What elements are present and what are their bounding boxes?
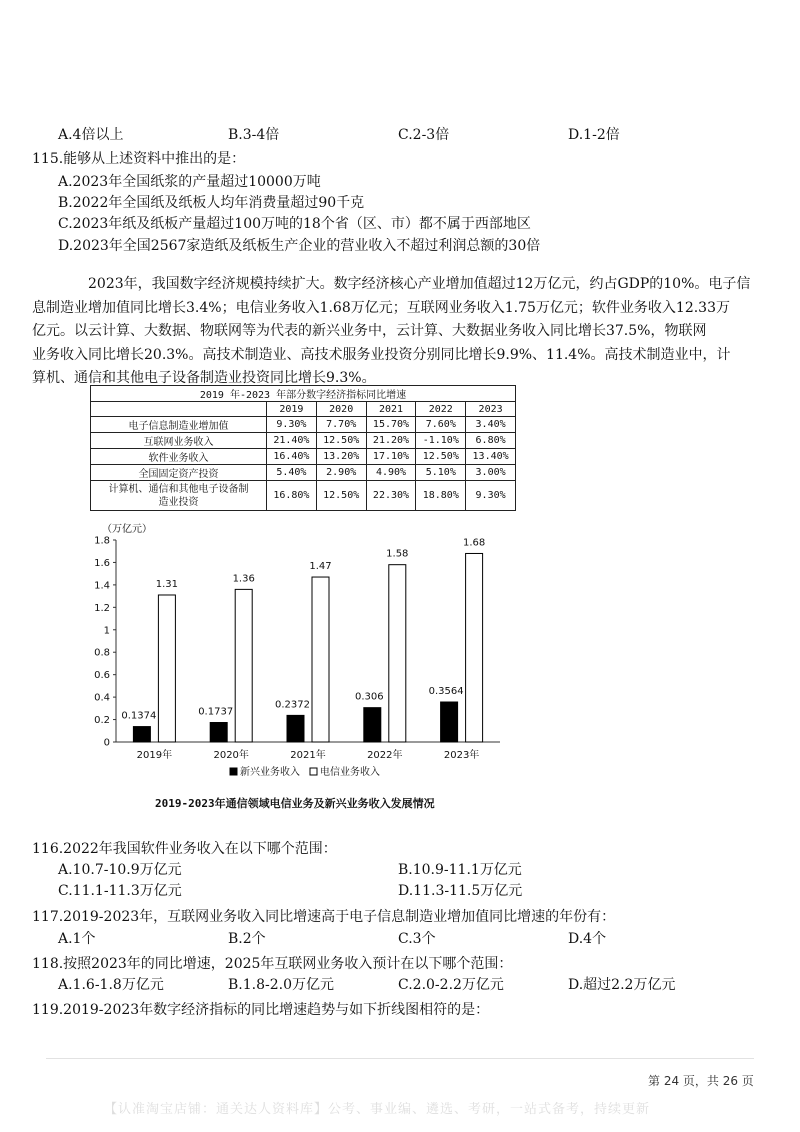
data-label-telecom: 1.36	[232, 573, 255, 585]
paragraph-line: 息制造业增加值同比增长3.4%；电信业务收入1.68万亿元；互联网业务收入1.75万亿元；软件业务收入12.33万	[32, 299, 730, 316]
growth-table	[90, 385, 516, 511]
q115-option-b[interactable]: B.2022年全国纸及纸板人均年消费量超过90千克	[58, 195, 365, 211]
bar-emerging	[133, 727, 150, 742]
bar-telecom	[312, 577, 329, 742]
table-row	[91, 465, 516, 481]
q114-option-c[interactable]: C.2-3倍	[398, 127, 450, 143]
q116-option-d[interactable]: D.11.3-11.5万亿元	[398, 883, 523, 899]
table-year-header: 2021	[366, 402, 416, 417]
row-label-line1: 计算机、通信和其他电子设备制	[108, 483, 249, 495]
q118-option-d[interactable]: D.超过2.2万亿元	[568, 977, 676, 993]
x-tick-label: 2021年	[290, 750, 326, 761]
table-cell: 16.80%	[267, 481, 317, 511]
legend-swatch-telecom	[310, 768, 317, 775]
table-cell: 7.70%	[316, 417, 366, 433]
q115-option-d[interactable]: D.2023年全国2567家造纸及纸板生产企业的营业收入不超过利润总额的30倍	[58, 238, 541, 254]
table-row	[91, 417, 516, 433]
table-cell: 2.90%	[316, 465, 366, 481]
q114-option-b[interactable]: B.3-4倍	[228, 127, 280, 143]
table-cell: 16.40%	[267, 449, 317, 465]
data-label-emerging: 0.306	[354, 691, 384, 703]
table-year-header: 2020	[316, 402, 366, 417]
table-title: 2019 年-2023 年部分数字经济指标同比增速	[91, 386, 516, 402]
table-year-header: 2022	[416, 402, 466, 417]
q117-option-c[interactable]: C.3个	[398, 931, 436, 947]
row-label: 软件业务收入	[91, 449, 267, 465]
paragraph-line: 业务收入同比增长20.3%。高技术制造业、高技术服务业投资分别同比增长9.9%、11.4%。高技术制造业中，计	[32, 346, 731, 363]
data-label-emerging: 0.1737	[198, 706, 234, 718]
q117-option-a[interactable]: A.1个	[58, 931, 96, 947]
q118-options	[58, 974, 738, 994]
q119-title: 119.2019-2023年数字经济指标的同比增速趋势与如下折线图相符的是：	[32, 1002, 490, 1018]
y-tick-label: 1.6	[94, 557, 110, 569]
table-cell: -1.10%	[416, 433, 466, 449]
y-tick-label: 0.4	[94, 692, 110, 704]
table-year-header: 2023	[466, 402, 516, 417]
q116-option-c[interactable]: C.11.1-11.3万亿元	[58, 883, 182, 899]
table-cell: 12.50%	[316, 433, 366, 449]
revenue-bar-chart	[80, 518, 520, 790]
legend-label-emerging: 新兴业务收入	[240, 767, 300, 778]
bar-telecom	[389, 565, 406, 742]
row-label-line2: 造业投资	[158, 496, 199, 508]
table-cell: 3.00%	[466, 465, 516, 481]
q118-option-a[interactable]: A.1.6-1.8万亿元	[58, 977, 164, 993]
table-cell: 6.80%	[466, 433, 516, 449]
q115-option-a[interactable]: A.2023年全国纸浆的产量超过10000万吨	[58, 174, 321, 190]
q118-title: 118.按照2023年的同比增速，2025年互联网业务收入预计在以下哪个范围：	[32, 956, 513, 972]
table-cell: 7.60%	[416, 417, 466, 433]
q118-option-b[interactable]: B.1.8-2.0万亿元	[228, 977, 334, 993]
table-cell: 4.90%	[366, 465, 416, 481]
chart-caption: 2019-2023年通信领域电信业务及新兴业务收入发展情况	[155, 797, 435, 810]
q117-option-d[interactable]: D.4个	[568, 931, 607, 947]
table-cell: 5.10%	[416, 465, 466, 481]
watermark: 【认准淘宝店铺：通关达人资料库】公考、事业编、遴选、考研，一站式备考，持续更新	[104, 1102, 651, 1117]
row-label	[91, 481, 267, 511]
y-tick-label: 0.2	[94, 715, 110, 727]
table-cell: 18.80%	[416, 481, 466, 511]
paragraph-line: 亿元。以云计算、大数据、物联网等为代表的新兴业务中，云计算、大数据业务收入同比增长37.5%，物联网	[32, 323, 707, 339]
table-year-header: 2019	[267, 402, 317, 417]
row-label: 互联网业务收入	[91, 433, 267, 449]
q118-option-c[interactable]: C.2.0-2.2万亿元	[398, 977, 504, 993]
table-cell: 12.50%	[416, 449, 466, 465]
table-row	[91, 481, 516, 511]
bar-emerging	[441, 702, 458, 742]
table-cell: 15.70%	[366, 417, 416, 433]
material-paragraph	[32, 273, 772, 391]
table-cell: 13.20%	[316, 449, 366, 465]
data-label-emerging: 0.1374	[121, 710, 157, 722]
y-tick-label: 1.4	[94, 580, 110, 592]
data-label-telecom: 1.47	[309, 561, 332, 573]
x-tick-label: 2022年	[367, 750, 403, 761]
q117-options	[58, 928, 738, 948]
q116-option-a[interactable]: A.10.7-10.9万亿元	[58, 862, 182, 878]
q114-options	[58, 124, 738, 144]
table-cell: 13.40%	[466, 449, 516, 465]
page-number: 第 24 页，共 26 页	[648, 1074, 754, 1088]
data-label-telecom: 1.68	[462, 537, 486, 549]
q117-title: 117.2019-2023年，互联网业务收入同比增速高于电子信息制造业增加值同比增速的年份有：	[32, 909, 616, 925]
table-row	[91, 433, 516, 449]
y-tick-label: 1.2	[94, 602, 110, 614]
table-cell: 17.10%	[366, 449, 416, 465]
q116-option-b[interactable]: B.10.9-11.1万亿元	[398, 862, 522, 878]
q114-option-a[interactable]: A.4倍以上	[58, 127, 124, 143]
q114-option-d[interactable]: D.1-2倍	[568, 127, 620, 143]
data-label-emerging: 0.2372	[275, 699, 310, 711]
table-cell: 21.40%	[267, 433, 317, 449]
legend-label-telecom: 电信业务收入	[320, 767, 380, 778]
bar-emerging	[364, 708, 381, 742]
bar-emerging	[210, 723, 227, 742]
table-cell: 22.30%	[366, 481, 416, 511]
table-cell: 3.40%	[466, 417, 516, 433]
q115-title: 115.能够从上述资料中推出的是：	[32, 151, 246, 167]
table-cell: 21.20%	[366, 433, 416, 449]
y-tick-label: 0.6	[94, 670, 110, 682]
x-tick-label: 2019年	[136, 750, 173, 761]
q116-title: 116.2022年我国软件业务收入在以下哪个范围：	[32, 841, 337, 857]
unit-label: （万亿元）	[102, 524, 152, 535]
bar-telecom	[235, 589, 252, 742]
data-label-telecom: 1.58	[386, 548, 409, 560]
row-label: 全国固定资产投资	[91, 465, 267, 481]
data-label-emerging: 0.3564	[428, 686, 464, 698]
paragraph-line: 2023年，我国数字经济规模持续扩大。数字经济核心产业增加值超过12万亿元，约占GDP的10%。电子信	[88, 276, 751, 292]
y-tick-label: 0	[103, 737, 110, 749]
bar-telecom	[158, 595, 175, 742]
table-cell: 9.30%	[466, 481, 516, 511]
y-tick-label: 1.8	[94, 535, 110, 547]
table-corner	[91, 402, 267, 417]
bar-emerging	[287, 715, 304, 742]
x-tick-label: 2020年	[213, 750, 249, 761]
row-label: 电子信息制造业增加值	[91, 417, 267, 433]
q117-option-b[interactable]: B.2个	[228, 931, 266, 947]
x-tick-label: 2023年	[443, 750, 480, 761]
table-cell: 5.40%	[267, 465, 317, 481]
y-tick-label: 1	[103, 625, 110, 637]
q115-option-c[interactable]: C.2023年纸及纸板产量超过100万吨的18个省（区、市）都不属于西部地区	[58, 216, 531, 232]
data-label-telecom: 1.31	[155, 578, 179, 590]
bar-telecom	[466, 553, 483, 742]
paragraph-line: 算机、通信和其他电子设备制造业投资同比增长9.3%。	[32, 370, 376, 386]
legend-swatch-emerging	[230, 768, 237, 775]
table-row	[91, 449, 516, 465]
table-cell: 12.50%	[316, 481, 366, 511]
footer-divider	[46, 1058, 754, 1059]
table-cell: 9.30%	[267, 417, 317, 433]
y-tick-label: 0.8	[94, 647, 110, 659]
